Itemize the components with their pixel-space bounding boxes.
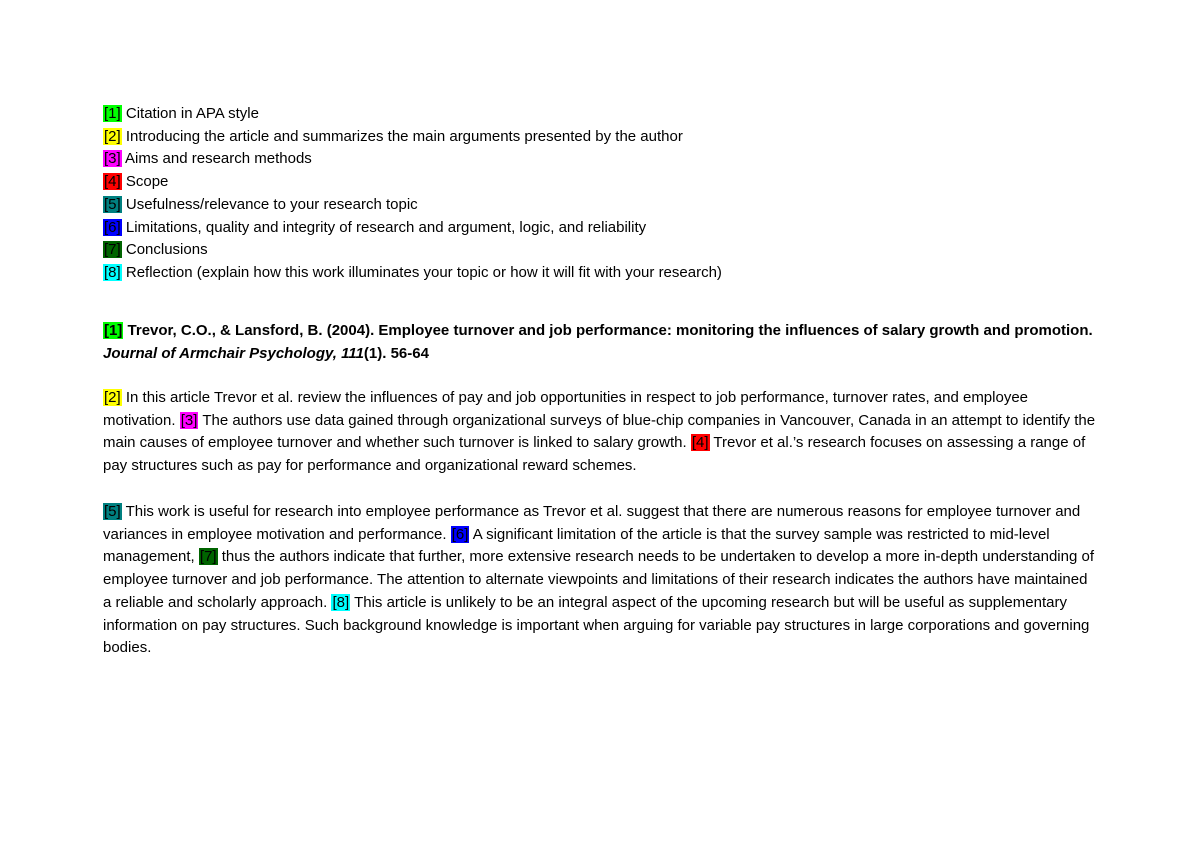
legend-item xyxy=(103,126,1103,149)
legend-item xyxy=(103,239,1103,262)
tag-1: [1] xyxy=(104,105,121,122)
legend-label: Scope xyxy=(125,173,169,191)
legend xyxy=(103,103,1103,285)
tag-2: [2] xyxy=(104,389,121,406)
legend-label: Citation in APA style xyxy=(125,105,259,122)
tag-6: [6] xyxy=(451,525,469,543)
evaluation-paragraph xyxy=(103,501,1098,660)
legend-item xyxy=(103,171,1103,194)
paragraph-text: The authors use data gained through organizational surveys of blue-chip companies in Vancouver, Canada in an attempt to identify the main causes of employee turnover and whether such turnover is linked to salary growth. xyxy=(103,411,1096,452)
tag-6: [6] xyxy=(104,218,121,236)
legend-label: Conclusions xyxy=(125,241,208,259)
summary-paragraph xyxy=(103,387,1098,478)
paragraph-text: This article is unlikely to be an integral aspect of the upcoming research but will be useful as supplementary information on pay structures. Such background knowledge is important when arguing for variable pay structures in large corporations and governing bodies. xyxy=(103,593,1090,657)
legend-label: Usefulness/relevance to your research topic xyxy=(125,195,418,213)
paragraph-text: This work is useful for research into employee performance as Trevor et al. suggest that there are numerous reasons for employee turnover and variances in employee motivation and performance. xyxy=(103,503,1081,543)
legend-label: Aims and research methods xyxy=(125,150,312,168)
tag-2: [2] xyxy=(104,127,121,145)
tag-3: [3] xyxy=(104,150,121,168)
legend-item xyxy=(103,262,1103,285)
citation-issue-pages: (1). 56-64 xyxy=(363,344,429,362)
tag-5: [5] xyxy=(104,195,121,213)
tag-5: [5] xyxy=(104,503,121,520)
paragraph-text: thus the authors indicate that further, more extensive research needs to be undertaken to develop a more in-depth understanding of employee turnover and job performance. The attention to alternate viewpoints and limitations of their research indicates the authors have maintained a reliable and scholarly approach. xyxy=(103,548,1094,611)
legend-label: Reflection (explain how this work illuminates your topic or how it will fit with your research) xyxy=(125,263,722,281)
tag-8: [8] xyxy=(104,263,121,281)
legend-label: Limitations, quality and integrity of research and argument, logic, and reliability xyxy=(125,218,647,236)
legend-item xyxy=(103,217,1103,240)
legend-label: Introducing the article and summarizes the main arguments presented by the author xyxy=(125,127,683,145)
tag-7: [7] xyxy=(104,241,121,259)
paragraph-text: Trevor et al.’s research focuses on assessing a range of pay structures such as pay for performance and organizational reward schemes. xyxy=(103,434,1086,475)
paragraph-text: In this article Trevor et al. review the influences of pay and job opportunities in respect to job performance, turnover rates, and employee motivation. xyxy=(103,389,1029,429)
tag-8: [8] xyxy=(332,593,350,611)
paragraph-text: A significant limitation of the article is that the survey sample was restricted to mid-level management, xyxy=(103,525,1050,566)
legend-item xyxy=(103,194,1103,217)
tag-7: [7] xyxy=(199,548,217,566)
legend-item xyxy=(103,148,1103,171)
citation-text: Trevor, C.O., & Lansford, B. (2004). Employee turnover and job performance: monitoring the influences of salary growth and promotion. xyxy=(127,322,1093,339)
tag-3: [3] xyxy=(180,411,198,429)
legend-item xyxy=(103,103,1103,126)
citation xyxy=(103,320,1098,365)
tag-4: [4] xyxy=(104,173,121,191)
tag-1: [1] xyxy=(104,322,123,339)
citation-journal: Journal of Armchair Psychology, 111 xyxy=(103,344,364,362)
tag-4: [4] xyxy=(691,434,709,452)
